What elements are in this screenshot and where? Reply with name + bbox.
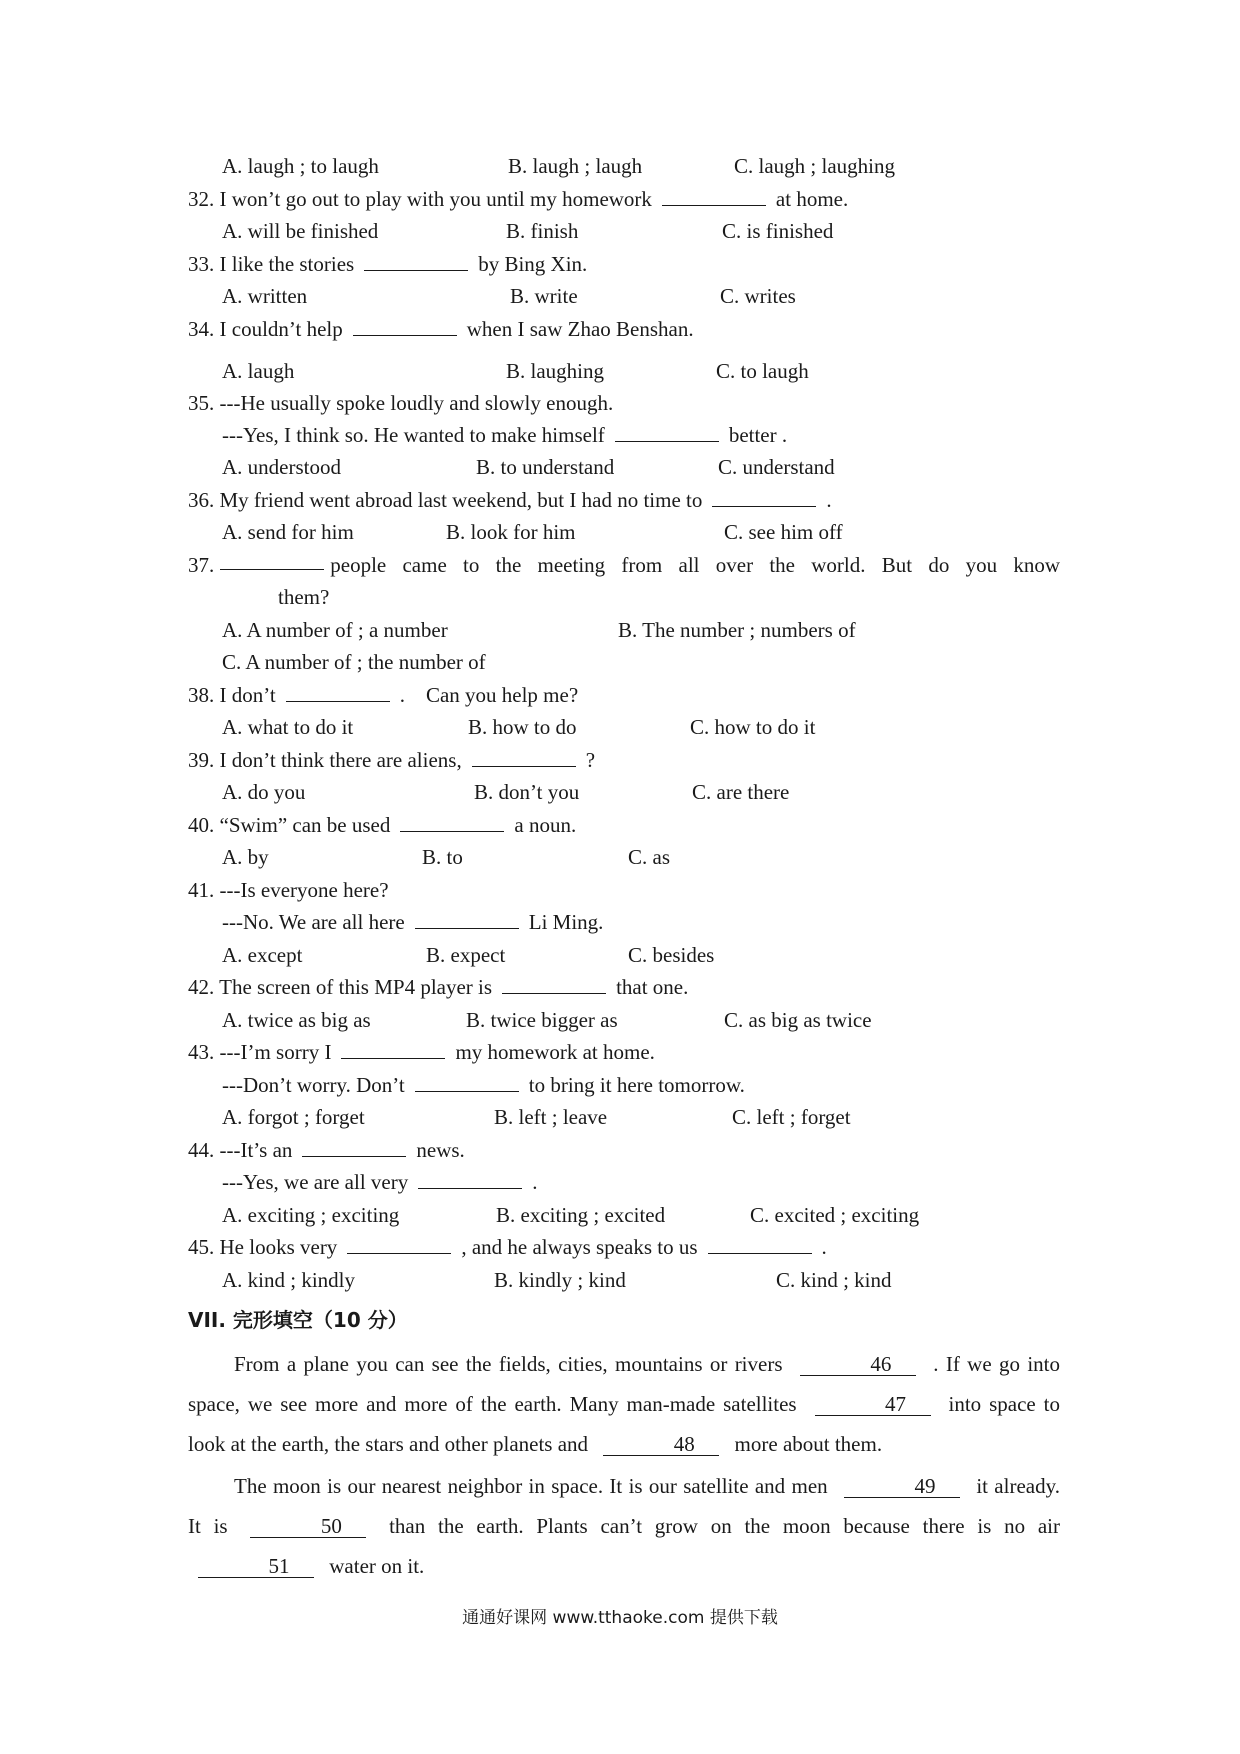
- question-44-reply: ---Yes, we are all very .: [222, 1170, 538, 1194]
- q35-option-b: B. to understand: [476, 455, 615, 479]
- q45-option-a: A. kind ; kindly: [222, 1268, 356, 1292]
- answer-blank[interactable]: [341, 1040, 445, 1059]
- answer-blank[interactable]: [615, 423, 719, 442]
- page-footer: 通通好课网 www.tthaoke.com 提供下载: [462, 1608, 778, 1628]
- question-37-cont: them?: [278, 585, 330, 609]
- q31-option-c: C. laugh ; laughing: [734, 154, 895, 178]
- question-35-reply: ---Yes, I think so. He wanted to make himself better .: [222, 423, 788, 447]
- q42-option-b: B. twice bigger as: [466, 1008, 618, 1032]
- answer-blank[interactable]: [220, 551, 324, 570]
- question-37: 37. people came to the meeting from all over the world. But do you know: [188, 553, 1060, 577]
- cloze-blank-50[interactable]: 50: [250, 1515, 366, 1538]
- cloze-blank-47[interactable]: 47: [815, 1393, 931, 1416]
- question-39: 39. I don’t think there are aliens, ?: [188, 748, 596, 772]
- q43-option-a: A. forgot ; forget: [222, 1105, 365, 1129]
- q34-option-c: C. to laugh: [716, 359, 809, 383]
- q31-option-a: A. laugh ; to laugh: [222, 154, 379, 178]
- q33-option-a: A. written: [222, 284, 308, 308]
- question-33: 33. I like the stories by Bing Xin.: [188, 252, 588, 276]
- question-43-reply: ---Don’t worry. Don’t to bring it here tomorrow.: [222, 1073, 745, 1097]
- answer-blank[interactable]: [347, 1235, 451, 1254]
- q39-option-b: B. don’t you: [474, 780, 580, 804]
- q33-option-c: C. writes: [720, 284, 796, 308]
- question-32: 32. I won’t go out to play with you until my homework at home.: [188, 187, 849, 211]
- q42-option-a: A. twice as big as: [222, 1008, 371, 1032]
- q38-option-c: C. how to do it: [690, 715, 816, 739]
- q34-option-a: A. laugh: [222, 359, 295, 383]
- question-36: 36. My friend went abroad last weekend, but I had no time to .: [188, 488, 832, 512]
- q37-option-b: B. The number ; numbers of: [618, 618, 856, 642]
- answer-blank[interactable]: [662, 187, 766, 206]
- q40-option-b: B. to: [422, 845, 463, 869]
- cloze-blank-46[interactable]: 46: [800, 1353, 916, 1376]
- q35-option-a: A. understood: [222, 455, 341, 479]
- question-44: 44. ---It’s an news.: [188, 1138, 465, 1162]
- q36-option-b: B. look for him: [446, 520, 576, 544]
- question-41-reply: ---No. We are all here Li Ming.: [222, 910, 604, 934]
- q40-option-a: A. by: [222, 845, 269, 869]
- cloze-paragraph-1: From a plane you can see the fields, cities, mountains or rivers 46 . If we go into space, we see more and more of the earth. Many man-made satellites 47 into space to look at the earth, the stars and other planets and 48 more about them.: [188, 1352, 1061, 1456]
- question-43: 43. ---I’m sorry I my homework at home.: [188, 1040, 655, 1064]
- q33-option-b: B. write: [510, 284, 578, 308]
- answer-blank[interactable]: [708, 1235, 812, 1254]
- q38-option-a: A. what to do it: [222, 715, 354, 739]
- q41-option-c: C. besides: [628, 943, 715, 967]
- q41-option-a: A. except: [222, 943, 303, 967]
- q44-option-a: A. exciting ; exciting: [222, 1203, 400, 1227]
- question-34: 34. I couldn’t help when I saw Zhao Benshan.: [188, 317, 694, 341]
- q35-option-c: C. understand: [718, 455, 835, 479]
- question-40: 40. “Swim” can be used a noun.: [188, 813, 577, 837]
- q38-option-b: B. how to do: [468, 715, 577, 739]
- q37-option-c: C. A number of ; the number of: [222, 650, 486, 674]
- question-38: 38. I don’t . Can you help me?: [188, 683, 579, 707]
- q34-option-b: B. laughing: [506, 359, 604, 383]
- q32-option-c: C. is finished: [722, 219, 834, 243]
- answer-blank[interactable]: [302, 1138, 406, 1157]
- answer-blank[interactable]: [415, 1073, 519, 1092]
- answer-blank[interactable]: [353, 317, 457, 336]
- q39-option-c: C. are there: [692, 780, 790, 804]
- answer-blank[interactable]: [364, 252, 468, 271]
- cloze-paragraph-2: The moon is our nearest neighbor in space. It is our satellite and men 49 it already. It is 50 than the earth. Plants can’t grow on the moon because there is no air 51 water on it.: [188, 1474, 1060, 1578]
- question-42: 42. The screen of this MP4 player is that one.: [188, 975, 689, 999]
- answer-blank[interactable]: [286, 683, 390, 702]
- answer-blank[interactable]: [712, 488, 816, 507]
- question-41: 41. ---Is everyone here?: [188, 878, 389, 902]
- q43-option-c: C. left ; forget: [732, 1105, 851, 1129]
- q45-option-b: B. kindly ; kind: [494, 1268, 626, 1292]
- question-45: 45. He looks very , and he always speaks to us .: [188, 1235, 827, 1259]
- question-35: 35. ---He usually spoke loudly and slowly enough.: [188, 391, 614, 415]
- q39-option-a: A. do you: [222, 780, 306, 804]
- q44-option-c: C. excited ; exciting: [750, 1203, 920, 1227]
- answer-blank[interactable]: [418, 1170, 522, 1189]
- q36-option-a: A. send for him: [222, 520, 354, 544]
- q31-option-b: B. laugh ; laugh: [508, 154, 643, 178]
- q41-option-b: B. expect: [426, 943, 506, 967]
- q36-option-c: C. see him off: [724, 520, 843, 544]
- answer-blank[interactable]: [502, 975, 606, 994]
- answer-blank[interactable]: [400, 813, 504, 832]
- q43-option-b: B. left ; leave: [494, 1105, 608, 1129]
- cloze-blank-49[interactable]: 49: [844, 1475, 960, 1498]
- section-title: VII. 完形填空（10 分）: [188, 1308, 408, 1332]
- cloze-blank-48[interactable]: 48: [603, 1433, 719, 1456]
- q44-option-b: B. exciting ; excited: [496, 1203, 666, 1227]
- q40-option-c: C. as: [628, 845, 670, 869]
- q45-option-c: C. kind ; kind: [776, 1268, 892, 1292]
- q42-option-c: C. as big as twice: [724, 1008, 872, 1032]
- cloze-blank-51[interactable]: 51: [198, 1555, 314, 1578]
- q32-option-b: B. finish: [506, 219, 579, 243]
- answer-blank[interactable]: [472, 748, 576, 767]
- answer-blank[interactable]: [415, 910, 519, 929]
- q32-option-a: A. will be finished: [222, 219, 379, 243]
- q37-option-a: A. A number of ; a number: [222, 618, 448, 642]
